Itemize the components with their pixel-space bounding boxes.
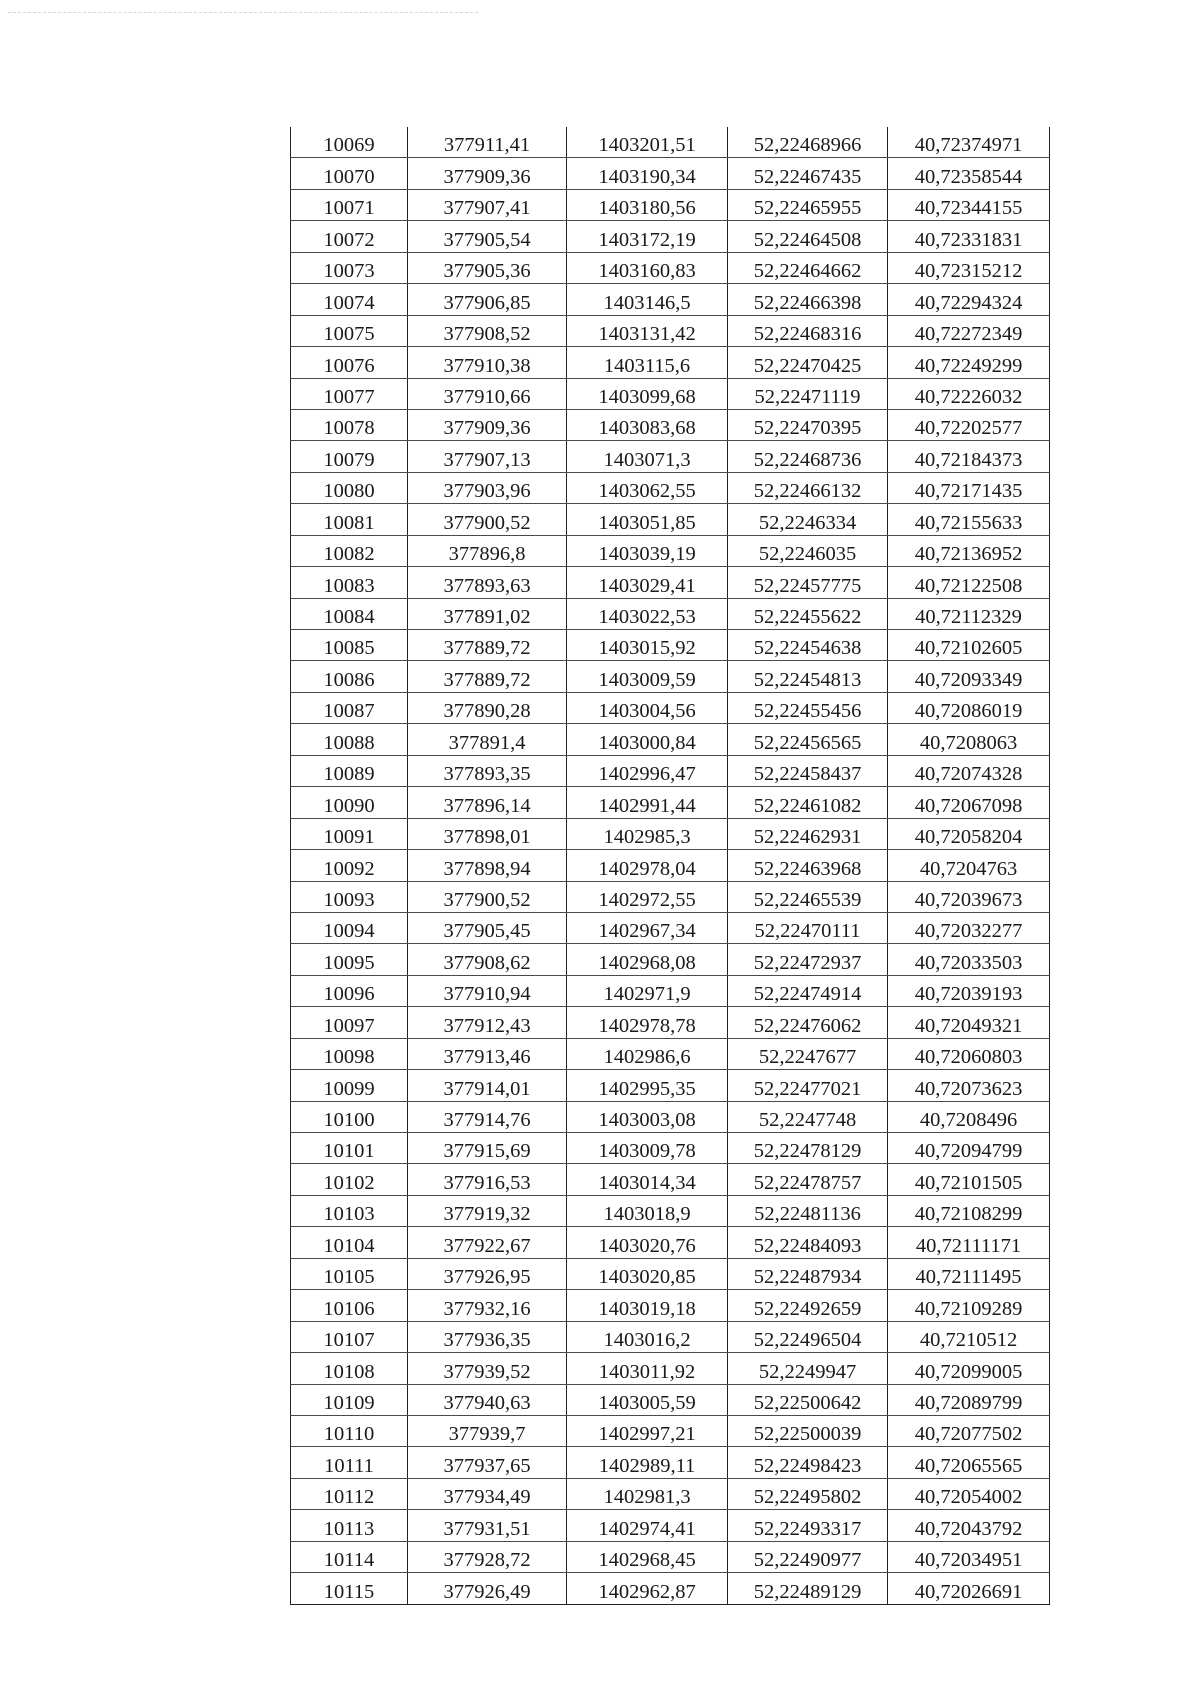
latitude-cell: 52,22490977	[728, 1541, 888, 1572]
point-number-cell: 10084	[291, 598, 408, 629]
y-coordinate-cell: 1402972,55	[567, 881, 728, 912]
table-row	[291, 1164, 1050, 1195]
y-coordinate-cell: 1403011,92	[567, 1353, 728, 1384]
x-coordinate-cell: 377914,01	[408, 1070, 567, 1101]
y-coordinate-cell: 1402995,35	[567, 1070, 728, 1101]
table-row	[291, 158, 1050, 189]
x-coordinate-cell: 377905,45	[408, 912, 567, 943]
point-number-cell: 10106	[291, 1290, 408, 1321]
table-row	[291, 1478, 1050, 1509]
x-coordinate-cell: 377937,65	[408, 1447, 567, 1478]
x-coordinate-cell: 377926,49	[408, 1573, 567, 1604]
point-number-cell: 10100	[291, 1101, 408, 1132]
x-coordinate-cell: 377909,36	[408, 409, 567, 440]
y-coordinate-cell: 1403019,18	[567, 1290, 728, 1321]
latitude-cell: 52,22467435	[728, 158, 888, 189]
latitude-cell: 52,22465539	[728, 881, 888, 912]
x-coordinate-cell: 377926,95	[408, 1258, 567, 1289]
longitude-cell: 40,72039193	[888, 975, 1050, 1006]
table-row	[291, 535, 1050, 566]
x-coordinate-cell: 377889,72	[408, 661, 567, 692]
y-coordinate-cell: 1403020,85	[567, 1258, 728, 1289]
y-coordinate-cell: 1402996,47	[567, 755, 728, 786]
point-number-cell: 10114	[291, 1541, 408, 1572]
y-coordinate-cell: 1403201,51	[567, 127, 728, 158]
x-coordinate-cell: 377931,51	[408, 1510, 567, 1541]
point-number-cell: 10093	[291, 881, 408, 912]
point-number-cell: 10077	[291, 378, 408, 409]
table-row	[291, 1070, 1050, 1101]
y-coordinate-cell: 1402968,45	[567, 1541, 728, 1572]
y-coordinate-cell: 1403022,53	[567, 598, 728, 629]
x-coordinate-cell: 377913,46	[408, 1038, 567, 1069]
y-coordinate-cell: 1403015,92	[567, 630, 728, 661]
longitude-cell: 40,72067098	[888, 787, 1050, 818]
latitude-cell: 52,22455622	[728, 598, 888, 629]
point-number-cell: 10070	[291, 158, 408, 189]
table-row	[291, 441, 1050, 472]
latitude-cell: 52,22466398	[728, 284, 888, 315]
latitude-cell: 52,22472937	[728, 944, 888, 975]
latitude-cell: 52,22500642	[728, 1384, 888, 1415]
x-coordinate-cell: 377900,52	[408, 881, 567, 912]
point-number-cell: 10075	[291, 315, 408, 346]
table-row	[291, 1510, 1050, 1541]
scan-artifact-line	[8, 12, 478, 13]
y-coordinate-cell: 1403014,34	[567, 1164, 728, 1195]
longitude-cell: 40,72108299	[888, 1195, 1050, 1226]
table-row	[291, 1541, 1050, 1572]
y-coordinate-cell: 1403018,9	[567, 1195, 728, 1226]
point-number-cell: 10091	[291, 818, 408, 849]
x-coordinate-cell: 377914,76	[408, 1101, 567, 1132]
latitude-cell: 52,22456565	[728, 724, 888, 755]
y-coordinate-cell: 1403062,55	[567, 472, 728, 503]
latitude-cell: 52,22455456	[728, 692, 888, 723]
longitude-cell: 40,72093349	[888, 661, 1050, 692]
latitude-cell: 52,22468736	[728, 441, 888, 472]
y-coordinate-cell: 1403071,3	[567, 441, 728, 472]
latitude-cell: 52,2249947	[728, 1353, 888, 1384]
y-coordinate-cell: 1403146,5	[567, 284, 728, 315]
longitude-cell: 40,72155633	[888, 504, 1050, 535]
table-row	[291, 252, 1050, 283]
longitude-cell: 40,72033503	[888, 944, 1050, 975]
longitude-cell: 40,72109289	[888, 1290, 1050, 1321]
x-coordinate-cell: 377909,36	[408, 158, 567, 189]
table-row	[291, 472, 1050, 503]
table-row	[291, 755, 1050, 786]
latitude-cell: 52,22454813	[728, 661, 888, 692]
y-coordinate-cell: 1403005,59	[567, 1384, 728, 1415]
latitude-cell: 52,22461082	[728, 787, 888, 818]
table-row	[291, 347, 1050, 378]
longitude-cell: 40,72171435	[888, 472, 1050, 503]
table-row	[291, 630, 1050, 661]
x-coordinate-cell: 377905,36	[408, 252, 567, 283]
longitude-cell: 40,72065565	[888, 1447, 1050, 1478]
point-number-cell: 10115	[291, 1573, 408, 1604]
x-coordinate-cell: 377915,69	[408, 1133, 567, 1164]
point-number-cell: 10101	[291, 1133, 408, 1164]
point-number-cell: 10076	[291, 347, 408, 378]
point-number-cell: 10079	[291, 441, 408, 472]
longitude-cell: 40,72358544	[888, 158, 1050, 189]
latitude-cell: 52,22470111	[728, 912, 888, 943]
x-coordinate-cell: 377893,35	[408, 755, 567, 786]
table-row	[291, 598, 1050, 629]
x-coordinate-cell: 377911,41	[408, 127, 567, 158]
y-coordinate-cell: 1403039,19	[567, 535, 728, 566]
latitude-cell: 52,22464508	[728, 221, 888, 252]
latitude-cell: 52,22463968	[728, 850, 888, 881]
y-coordinate-cell: 1403172,19	[567, 221, 728, 252]
longitude-cell: 40,72112329	[888, 598, 1050, 629]
point-number-cell: 10081	[291, 504, 408, 535]
table-row	[291, 912, 1050, 943]
x-coordinate-cell: 377891,02	[408, 598, 567, 629]
table-row	[291, 881, 1050, 912]
longitude-cell: 40,72184373	[888, 441, 1050, 472]
table-row	[291, 504, 1050, 535]
longitude-cell: 40,72136952	[888, 535, 1050, 566]
x-coordinate-cell: 377898,01	[408, 818, 567, 849]
table-row	[291, 1290, 1050, 1321]
latitude-cell: 52,22468316	[728, 315, 888, 346]
longitude-cell: 40,72026691	[888, 1573, 1050, 1604]
y-coordinate-cell: 1403180,56	[567, 189, 728, 220]
latitude-cell: 52,22457775	[728, 567, 888, 598]
point-number-cell: 10094	[291, 912, 408, 943]
y-coordinate-cell: 1402971,9	[567, 975, 728, 1006]
x-coordinate-cell: 377910,94	[408, 975, 567, 1006]
latitude-cell: 52,22484093	[728, 1227, 888, 1258]
table-row	[291, 1227, 1050, 1258]
table-row	[291, 1415, 1050, 1446]
x-coordinate-cell: 377889,72	[408, 630, 567, 661]
longitude-cell: 40,72034951	[888, 1541, 1050, 1572]
longitude-cell: 40,72049321	[888, 1007, 1050, 1038]
longitude-cell: 40,72202577	[888, 409, 1050, 440]
point-number-cell: 10095	[291, 944, 408, 975]
table-row	[291, 1195, 1050, 1226]
y-coordinate-cell: 1403190,34	[567, 158, 728, 189]
y-coordinate-cell: 1403016,2	[567, 1321, 728, 1352]
x-coordinate-cell: 377905,54	[408, 221, 567, 252]
table-row	[291, 944, 1050, 975]
latitude-cell: 52,22458437	[728, 755, 888, 786]
x-coordinate-cell: 377893,63	[408, 567, 567, 598]
longitude-cell: 40,7204763	[888, 850, 1050, 881]
latitude-cell: 52,22468966	[728, 127, 888, 158]
point-number-cell: 10088	[291, 724, 408, 755]
longitude-cell: 40,72073623	[888, 1070, 1050, 1101]
longitude-cell: 40,72331831	[888, 221, 1050, 252]
table-row	[291, 221, 1050, 252]
x-coordinate-cell: 377907,41	[408, 189, 567, 220]
latitude-cell: 52,2247677	[728, 1038, 888, 1069]
latitude-cell: 52,22489129	[728, 1573, 888, 1604]
point-number-cell: 10110	[291, 1415, 408, 1446]
x-coordinate-cell: 377932,16	[408, 1290, 567, 1321]
x-coordinate-cell: 377916,53	[408, 1164, 567, 1195]
x-coordinate-cell: 377900,52	[408, 504, 567, 535]
longitude-cell: 40,72099005	[888, 1353, 1050, 1384]
latitude-cell: 52,22470425	[728, 347, 888, 378]
x-coordinate-cell: 377898,94	[408, 850, 567, 881]
latitude-cell: 52,22492659	[728, 1290, 888, 1321]
y-coordinate-cell: 1402985,3	[567, 818, 728, 849]
longitude-cell: 40,7210512	[888, 1321, 1050, 1352]
latitude-cell: 52,22487934	[728, 1258, 888, 1289]
longitude-cell: 40,72102605	[888, 630, 1050, 661]
point-number-cell: 10113	[291, 1510, 408, 1541]
y-coordinate-cell: 1403051,85	[567, 504, 728, 535]
table-row	[291, 661, 1050, 692]
y-coordinate-cell: 1402981,3	[567, 1478, 728, 1509]
coordinates-table	[290, 127, 1050, 1605]
latitude-cell: 52,2247748	[728, 1101, 888, 1132]
point-number-cell: 10096	[291, 975, 408, 1006]
point-number-cell: 10111	[291, 1447, 408, 1478]
y-coordinate-cell: 1403029,41	[567, 567, 728, 598]
x-coordinate-cell: 377890,28	[408, 692, 567, 723]
longitude-cell: 40,72032277	[888, 912, 1050, 943]
latitude-cell: 52,22466132	[728, 472, 888, 503]
y-coordinate-cell: 1402962,87	[567, 1573, 728, 1604]
latitude-cell: 52,22462931	[728, 818, 888, 849]
table-row	[291, 1573, 1050, 1604]
point-number-cell: 10085	[291, 630, 408, 661]
y-coordinate-cell: 1402997,21	[567, 1415, 728, 1446]
point-number-cell: 10082	[291, 535, 408, 566]
latitude-cell: 52,22500039	[728, 1415, 888, 1446]
y-coordinate-cell: 1402978,04	[567, 850, 728, 881]
x-coordinate-cell: 377891,4	[408, 724, 567, 755]
point-number-cell: 10086	[291, 661, 408, 692]
x-coordinate-cell: 377908,52	[408, 315, 567, 346]
longitude-cell: 40,72039673	[888, 881, 1050, 912]
y-coordinate-cell: 1403131,42	[567, 315, 728, 346]
point-number-cell: 10102	[291, 1164, 408, 1195]
table-row	[291, 850, 1050, 881]
point-number-cell: 10090	[291, 787, 408, 818]
table-row	[291, 692, 1050, 723]
y-coordinate-cell: 1403003,08	[567, 1101, 728, 1132]
point-number-cell: 10087	[291, 692, 408, 723]
table-row	[291, 787, 1050, 818]
y-coordinate-cell: 1403004,56	[567, 692, 728, 723]
latitude-cell: 52,2246035	[728, 535, 888, 566]
longitude-cell: 40,72060803	[888, 1038, 1050, 1069]
table-row	[291, 1353, 1050, 1384]
latitude-cell: 52,22454638	[728, 630, 888, 661]
table-row	[291, 567, 1050, 598]
x-coordinate-cell: 377922,67	[408, 1227, 567, 1258]
longitude-cell: 40,72077502	[888, 1415, 1050, 1446]
x-coordinate-cell: 377896,14	[408, 787, 567, 818]
table-row	[291, 1447, 1050, 1478]
point-number-cell: 10073	[291, 252, 408, 283]
point-number-cell: 10108	[291, 1353, 408, 1384]
table-row	[291, 284, 1050, 315]
latitude-cell: 52,22493317	[728, 1510, 888, 1541]
table-row	[291, 1133, 1050, 1164]
table-row	[291, 189, 1050, 220]
x-coordinate-cell: 377939,52	[408, 1353, 567, 1384]
point-number-cell: 10104	[291, 1227, 408, 1258]
x-coordinate-cell: 377936,35	[408, 1321, 567, 1352]
x-coordinate-cell: 377919,32	[408, 1195, 567, 1226]
longitude-cell: 40,72226032	[888, 378, 1050, 409]
latitude-cell: 52,22471119	[728, 378, 888, 409]
longitude-cell: 40,72111171	[888, 1227, 1050, 1258]
x-coordinate-cell: 377910,38	[408, 347, 567, 378]
point-number-cell: 10071	[291, 189, 408, 220]
point-number-cell: 10105	[291, 1258, 408, 1289]
y-coordinate-cell: 1402967,34	[567, 912, 728, 943]
table-row	[291, 1321, 1050, 1352]
latitude-cell: 52,22478757	[728, 1164, 888, 1195]
table-row	[291, 315, 1050, 346]
longitude-cell: 40,72089799	[888, 1384, 1050, 1415]
latitude-cell: 52,22496504	[728, 1321, 888, 1352]
x-coordinate-cell: 377907,13	[408, 441, 567, 472]
longitude-cell: 40,72094799	[888, 1133, 1050, 1164]
longitude-cell: 40,72315212	[888, 252, 1050, 283]
x-coordinate-cell: 377896,8	[408, 535, 567, 566]
latitude-cell: 52,22478129	[728, 1133, 888, 1164]
point-number-cell: 10080	[291, 472, 408, 503]
y-coordinate-cell: 1402968,08	[567, 944, 728, 975]
point-number-cell: 10069	[291, 127, 408, 158]
latitude-cell: 52,22495802	[728, 1478, 888, 1509]
x-coordinate-cell: 377906,85	[408, 284, 567, 315]
y-coordinate-cell: 1403160,83	[567, 252, 728, 283]
longitude-cell: 40,72374971	[888, 127, 1050, 158]
latitude-cell: 52,22470395	[728, 409, 888, 440]
y-coordinate-cell: 1402989,11	[567, 1447, 728, 1478]
x-coordinate-cell: 377939,7	[408, 1415, 567, 1446]
point-number-cell: 10107	[291, 1321, 408, 1352]
latitude-cell: 52,22476062	[728, 1007, 888, 1038]
point-number-cell: 10097	[291, 1007, 408, 1038]
longitude-cell: 40,72086019	[888, 692, 1050, 723]
point-number-cell: 10112	[291, 1478, 408, 1509]
longitude-cell: 40,72058204	[888, 818, 1050, 849]
latitude-cell: 52,22474914	[728, 975, 888, 1006]
y-coordinate-cell: 1403020,76	[567, 1227, 728, 1258]
longitude-cell: 40,72294324	[888, 284, 1050, 315]
table-row	[291, 1258, 1050, 1289]
table-row	[291, 724, 1050, 755]
y-coordinate-cell: 1403009,59	[567, 661, 728, 692]
point-number-cell: 10072	[291, 221, 408, 252]
latitude-cell: 52,22477021	[728, 1070, 888, 1101]
point-number-cell: 10089	[291, 755, 408, 786]
longitude-cell: 40,72344155	[888, 189, 1050, 220]
y-coordinate-cell: 1402978,78	[567, 1007, 728, 1038]
point-number-cell: 10074	[291, 284, 408, 315]
longitude-cell: 40,72101505	[888, 1164, 1050, 1195]
x-coordinate-cell: 377928,72	[408, 1541, 567, 1572]
table-row	[291, 975, 1050, 1006]
table-row	[291, 1101, 1050, 1132]
table-row	[291, 1038, 1050, 1069]
coordinates-table-body	[291, 127, 1050, 1604]
table-row	[291, 127, 1050, 158]
y-coordinate-cell: 1403099,68	[567, 378, 728, 409]
table-row	[291, 1007, 1050, 1038]
x-coordinate-cell: 377940,63	[408, 1384, 567, 1415]
x-coordinate-cell: 377934,49	[408, 1478, 567, 1509]
table-row	[291, 1384, 1050, 1415]
table-row	[291, 818, 1050, 849]
longitude-cell: 40,7208496	[888, 1101, 1050, 1132]
point-number-cell: 10092	[291, 850, 408, 881]
x-coordinate-cell: 377903,96	[408, 472, 567, 503]
y-coordinate-cell: 1402974,41	[567, 1510, 728, 1541]
table-row	[291, 409, 1050, 440]
point-number-cell: 10098	[291, 1038, 408, 1069]
latitude-cell: 52,2246334	[728, 504, 888, 535]
y-coordinate-cell: 1403083,68	[567, 409, 728, 440]
y-coordinate-cell: 1402986,6	[567, 1038, 728, 1069]
longitude-cell: 40,72249299	[888, 347, 1050, 378]
longitude-cell: 40,72054002	[888, 1478, 1050, 1509]
point-number-cell: 10078	[291, 409, 408, 440]
longitude-cell: 40,72272349	[888, 315, 1050, 346]
longitude-cell: 40,72043792	[888, 1510, 1050, 1541]
x-coordinate-cell: 377908,62	[408, 944, 567, 975]
longitude-cell: 40,7208063	[888, 724, 1050, 755]
y-coordinate-cell: 1402991,44	[567, 787, 728, 818]
y-coordinate-cell: 1403000,84	[567, 724, 728, 755]
x-coordinate-cell: 377912,43	[408, 1007, 567, 1038]
point-number-cell: 10099	[291, 1070, 408, 1101]
y-coordinate-cell: 1403009,78	[567, 1133, 728, 1164]
latitude-cell: 52,22465955	[728, 189, 888, 220]
point-number-cell: 10083	[291, 567, 408, 598]
latitude-cell: 52,22498423	[728, 1447, 888, 1478]
table-row	[291, 378, 1050, 409]
longitude-cell: 40,72111495	[888, 1258, 1050, 1289]
point-number-cell: 10109	[291, 1384, 408, 1415]
latitude-cell: 52,22481136	[728, 1195, 888, 1226]
x-coordinate-cell: 377910,66	[408, 378, 567, 409]
y-coordinate-cell: 1403115,6	[567, 347, 728, 378]
longitude-cell: 40,72122508	[888, 567, 1050, 598]
latitude-cell: 52,22464662	[728, 252, 888, 283]
longitude-cell: 40,72074328	[888, 755, 1050, 786]
point-number-cell: 10103	[291, 1195, 408, 1226]
